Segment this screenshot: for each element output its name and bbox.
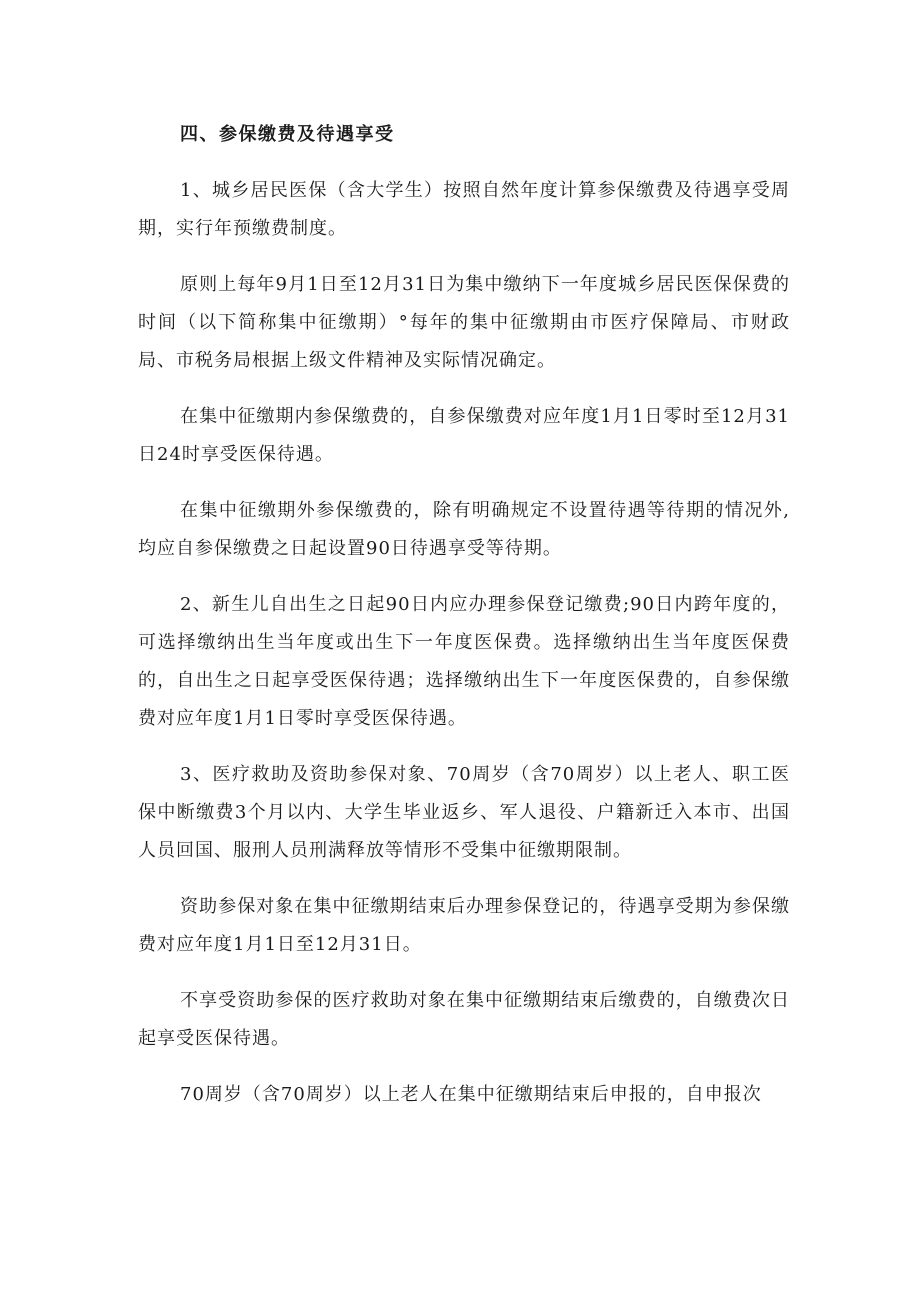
document-body: [138, 116, 790, 1132]
paragraph-4: 在集中征缴期外参保缴费的，除有明确规定不设置待遇等待期的情况外,均应自参保缴费之日起设置90日待遇享受等待期。: [138, 500, 790, 559]
paragraph-6: 3、医疗救助及资助参保对象、70周岁（含70周岁）以上老人、职工医保中断缴费3个月以内、大学生毕业返乡、军人退役、户籍新迁入本市、出国人员回国、服刑人员刑满释放等情形不受集中征缴期限制。: [138, 764, 790, 861]
section-heading: 四、参保缴费及待遇享受: [180, 124, 395, 145]
paragraph-8: 不享受资助参保的医疗救助对象在集中征缴期结束后缴费的，自缴费次日起享受医保待遇。: [138, 990, 790, 1049]
paragraph-9: 70周岁（含70周岁）以上老人在集中征缴期结束后申报的，自申报次: [180, 1084, 762, 1105]
paragraph-1: 1、城乡居民医保（含大学生）按照自然年度计算参保缴费及待遇享受周期，实行年预缴费制度。: [138, 180, 790, 239]
paragraph-5: 2、新生儿自出生之日起90日内应办理参保登记缴费;90日内跨年度的，可选择缴纳出生当年度或出生下一年度医保费。选择缴纳出生当年度医保费的，自出生之日起享受医保待遇；选择缴纳出生下一年度医保费的，自参保缴费对应年度1月1日零时享受医保待遇。: [138, 594, 790, 729]
paragraph-7: 资助参保对象在集中征缴期结束后办理参保登记的，待遇享受期为参保缴费对应年度1月1日至12月31日。: [138, 896, 790, 955]
paragraph-2: 原则上每年9月1日至12月31日为集中缴纳下一年度城乡居民医保保费的时间（以下简称集中征缴期）°每年的集中征缴期由市医疗保障局、市财政局、市税务局根据上级文件精神及实际情况确定。: [138, 274, 790, 371]
paragraph-3: 在集中征缴期内参保缴费的，自参保缴费对应年度1月1日零时至12月31日24时享受医保待遇。: [138, 406, 790, 465]
